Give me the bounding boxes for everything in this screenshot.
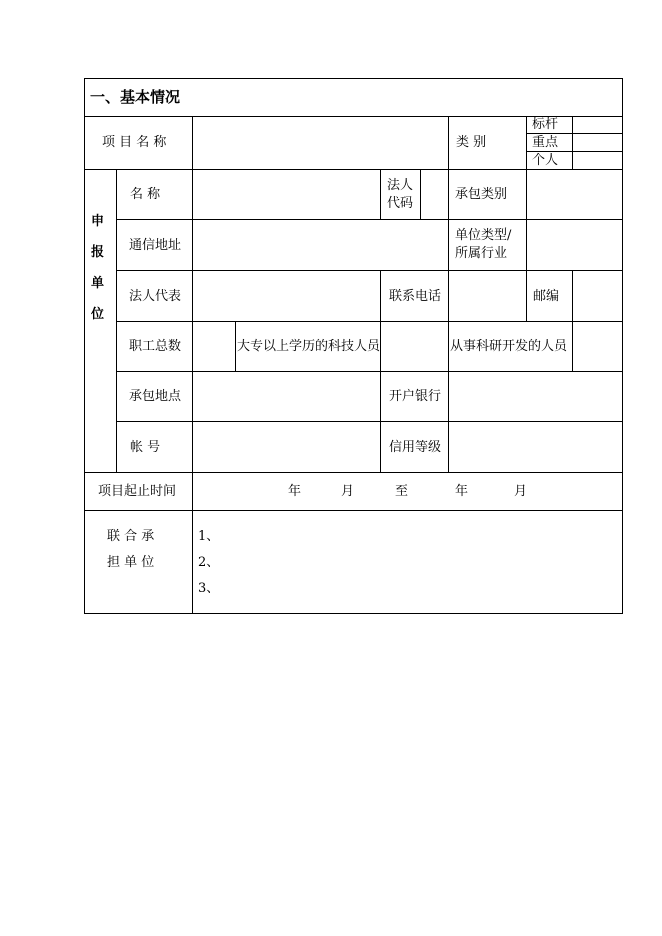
legal-code-label: 代码	[387, 196, 414, 211]
address-label: 通信地址	[129, 238, 182, 253]
joint-unit-item-1: 1、	[198, 529, 220, 544]
period-label: 项目起止时间	[98, 484, 177, 499]
contract-location-field[interactable]	[193, 372, 380, 421]
contract-location-label: 承包地点	[129, 389, 182, 404]
legal-rep-field[interactable]	[193, 271, 380, 321]
period-field[interactable]	[193, 473, 622, 510]
category-label: 类 别	[456, 135, 487, 150]
border-line	[380, 169, 381, 219]
postcode-label: 邮编	[533, 289, 560, 304]
legal-code-field[interactable]	[421, 170, 448, 219]
joint-units-field[interactable]	[215, 511, 622, 613]
border-line	[235, 321, 236, 371]
college-staff-label: 大专以上学历的科技人员	[237, 339, 381, 354]
rd-staff-label: 从事科研开发的人员	[450, 339, 568, 354]
rd-staff-field[interactable]	[573, 322, 622, 371]
credit-field[interactable]	[449, 422, 622, 472]
unit-type-field[interactable]	[527, 220, 622, 270]
legal-code-label: 法人	[387, 178, 414, 193]
college-staff-field[interactable]	[381, 322, 448, 371]
applicant-label-char: 位	[91, 307, 105, 322]
category-option-key: 重点	[532, 135, 559, 150]
legal-rep-label: 法人代表	[129, 289, 182, 304]
postcode-field[interactable]	[573, 271, 622, 321]
bank-label: 开户银行	[389, 389, 442, 404]
applicant-label-char: 报	[91, 245, 105, 260]
border-line	[84, 613, 623, 614]
joint-units-label: 联 合 承	[107, 529, 155, 544]
bank-field[interactable]	[449, 372, 622, 421]
contract-category-field[interactable]	[527, 170, 622, 219]
staff-total-field[interactable]	[193, 322, 235, 371]
staff-total-label: 职工总数	[129, 339, 182, 354]
border-line	[84, 78, 623, 79]
credit-label: 信用等级	[389, 440, 442, 455]
unit-name-field[interactable]	[193, 170, 380, 219]
address-field[interactable]	[193, 220, 448, 270]
applicant-label-char: 单	[91, 276, 105, 291]
account-field[interactable]	[193, 422, 380, 472]
border-line	[526, 270, 527, 321]
period-month-start: 月	[341, 484, 355, 499]
category-individual-checkbox[interactable]	[573, 152, 622, 169]
project-name-label: 项 目 名 称	[102, 135, 167, 150]
unit-type-label: 所属行业	[455, 246, 508, 261]
period-year-start: 年	[288, 484, 302, 499]
period-to: 至	[395, 484, 409, 499]
applicant-label-char: 申	[91, 214, 105, 229]
phone-field[interactable]	[449, 271, 526, 321]
section-title: 一、基本情况	[90, 88, 181, 106]
joint-unit-item-2: 2、	[198, 555, 220, 570]
border-line	[84, 78, 85, 614]
category-option-benchmark: 标杆	[532, 117, 559, 132]
period-year-end: 年	[455, 484, 469, 499]
period-month-end: 月	[514, 484, 528, 499]
border-line	[526, 116, 527, 169]
unit-name-label: 名 称	[130, 187, 161, 202]
contract-category-label: 承包类别	[455, 187, 508, 202]
account-label: 帐 号	[130, 440, 161, 455]
border-line	[622, 78, 623, 614]
border-line	[380, 270, 381, 472]
unit-type-label: 单位类型/	[455, 228, 512, 243]
border-line	[116, 169, 117, 472]
category-benchmark-checkbox[interactable]	[573, 117, 622, 133]
phone-label: 联系电话	[389, 289, 442, 304]
joint-unit-item-3: 3、	[198, 581, 220, 596]
category-key-checkbox[interactable]	[573, 134, 622, 151]
joint-units-label: 担 单 位	[107, 555, 155, 570]
category-option-individual: 个人	[532, 153, 559, 168]
border-line	[448, 116, 449, 169]
project-name-field[interactable]	[193, 117, 448, 169]
